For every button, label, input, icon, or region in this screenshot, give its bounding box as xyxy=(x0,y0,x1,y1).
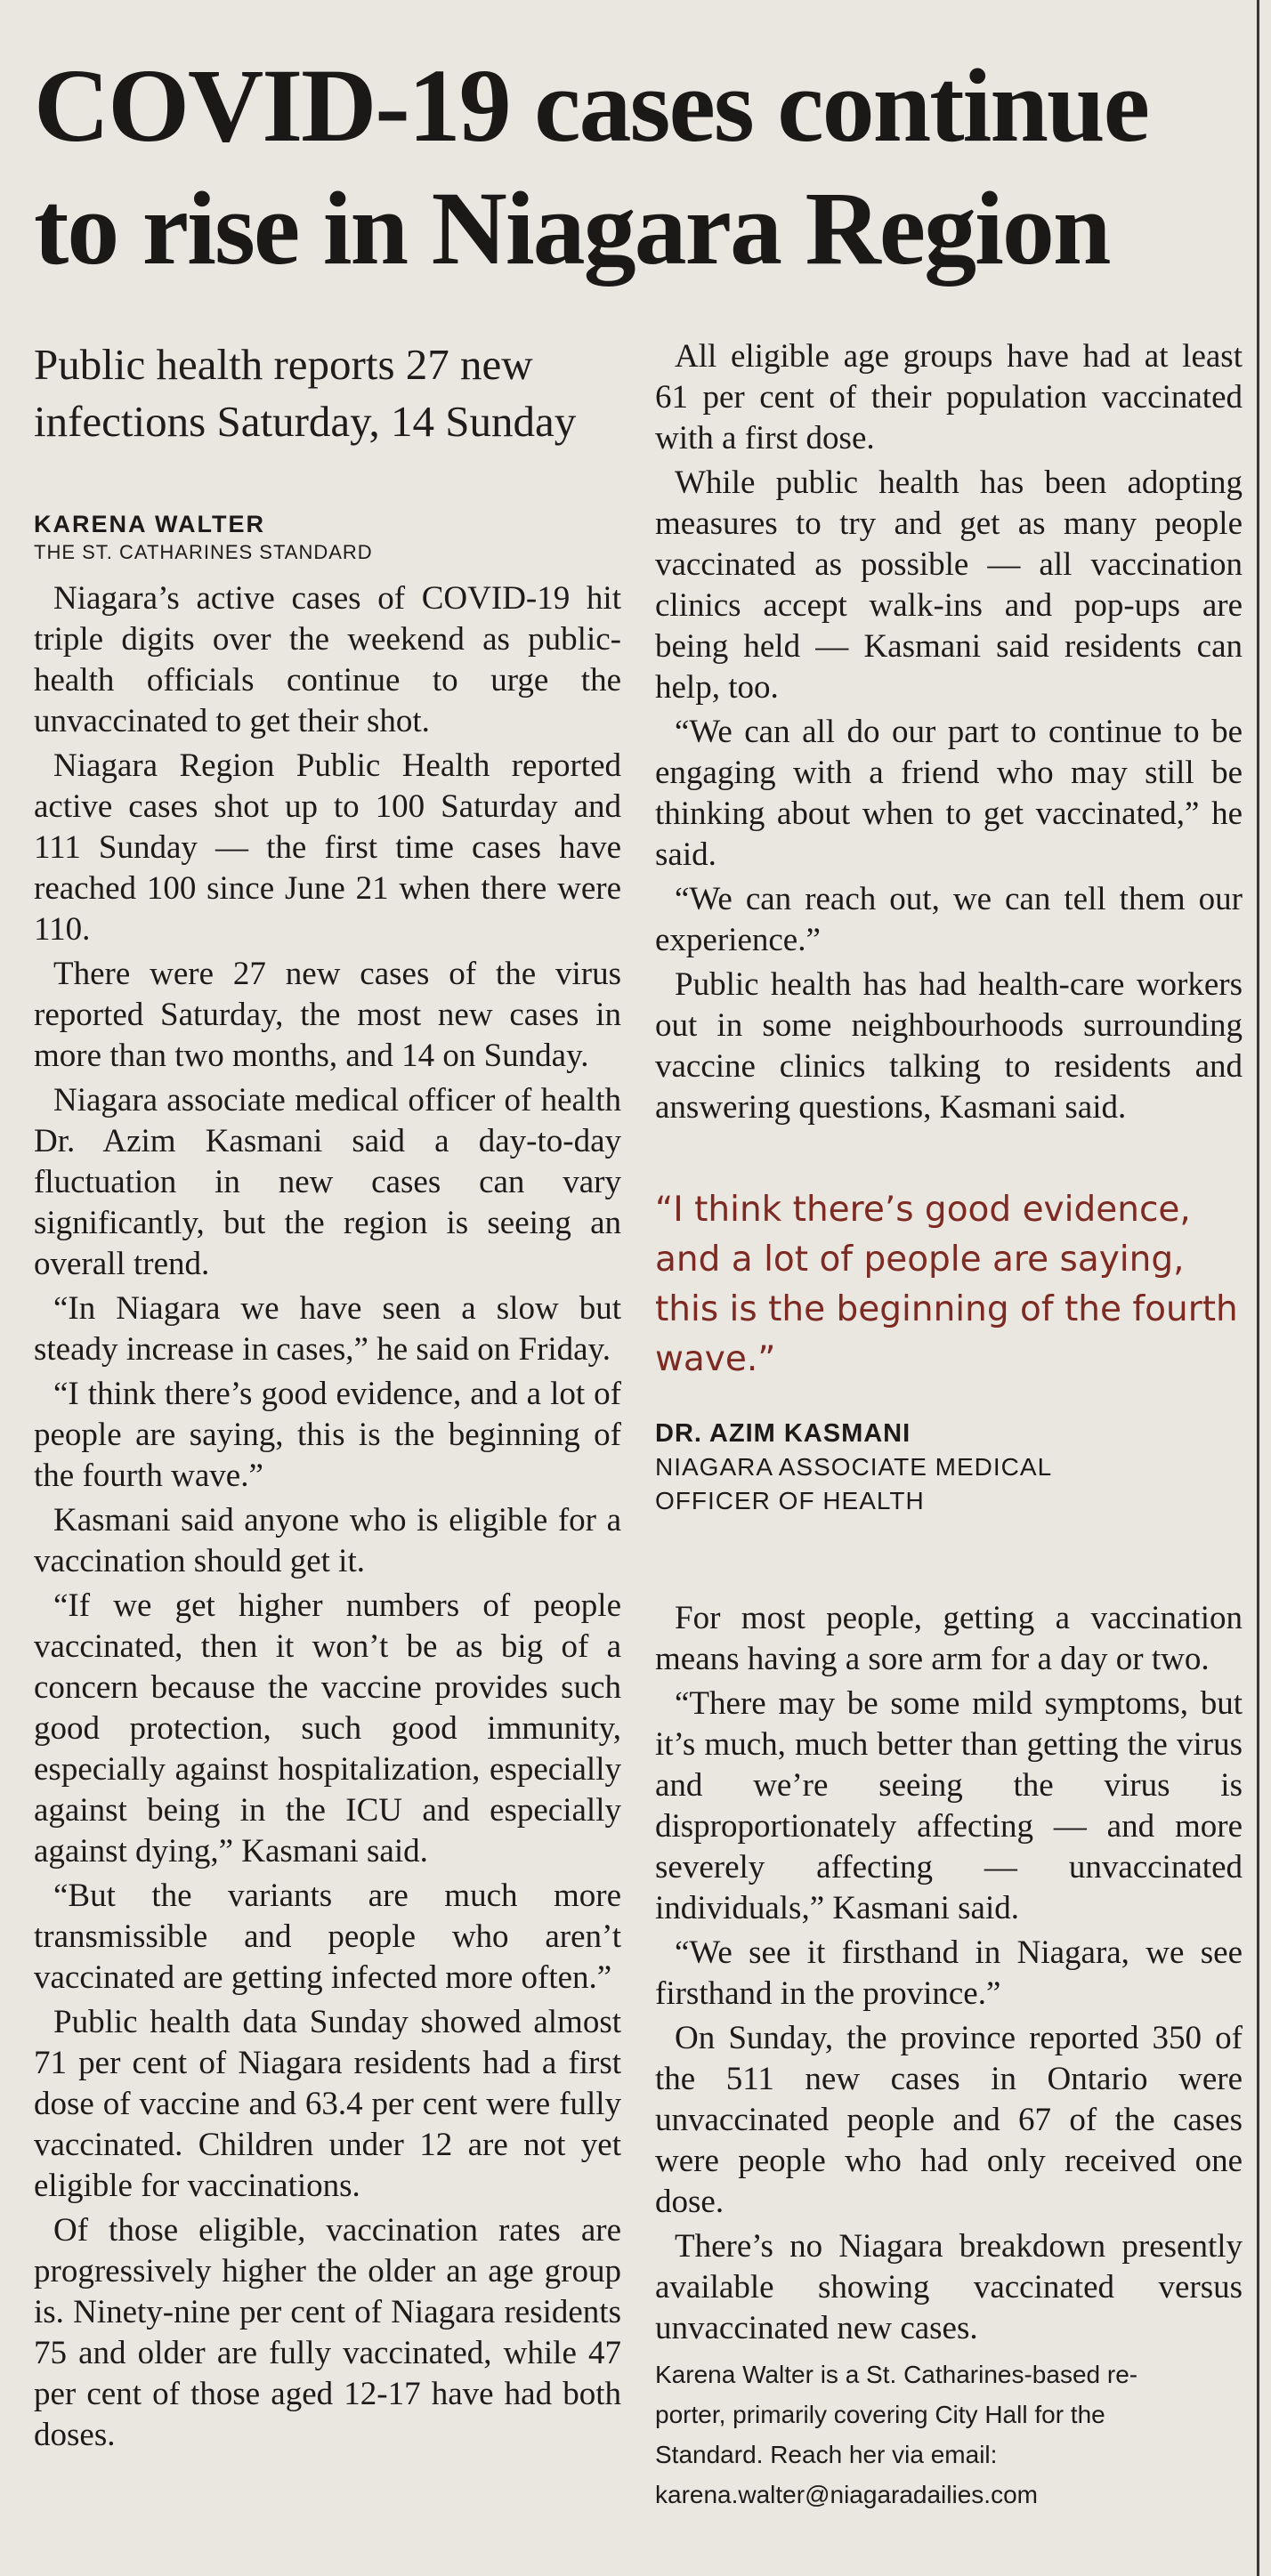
paragraph: “There may be some mild symptoms, but it’s much, much better than getting the virus and we’re seeing the virus is disproportionately affecting — and more severely affecting — unvaccinated individuals,” Kasmani said. xyxy=(655,1685,1243,1926)
column-rule xyxy=(1257,0,1259,2576)
paragraph: Niagara Region Public Health reported active cases shot up to 100 Saturday and 111 Sunday — the first time cases have reached 100 since June 21 when there were 110. xyxy=(34,747,621,948)
deck: Public health reports 27 new infections Saturday, 14 Sunday xyxy=(34,340,577,446)
paragraph: “We can reach out, we can tell them our experience.” xyxy=(655,881,1243,958)
paragraph: There’s no Niagara breakdown presently available showing vaccinated versus unvaccinated new cases. xyxy=(655,2228,1243,2346)
author-email: karena.walter@niagaradailies.com xyxy=(655,2481,1038,2508)
paragraph: “I think there’s good evidence, and a lot of people are saying, this is the beginning of the fourth wave.” xyxy=(34,1376,621,1494)
pull-quote-text: “I think there’s good evidence, and a lot of people are saying, this is the beginning of the fourth wave.” xyxy=(655,1190,1238,1379)
bio-line: Karena Walter is a St. Catharines-based re- xyxy=(655,2361,1138,2388)
pull-quote xyxy=(655,1185,1243,1518)
author-bio xyxy=(655,2354,1243,2515)
byline-publication: THE ST. CATHARINES STANDARD xyxy=(34,541,373,563)
bio-line: Standard. Reach her via email: xyxy=(655,2441,998,2468)
byline-author: KARENA WALTER xyxy=(34,511,265,537)
paragraph: While public health has been adopting measures to try and get as many people vaccinated as possible — all vaccination clinics accept walk-ins and pop-ups are being held — Kasmani said residents can help, too. xyxy=(655,464,1243,706)
pull-quote-title: NIAGARA ASSOCIATE MEDICAL xyxy=(655,1453,1053,1481)
paragraph: Public health has had health-care workers out in some neighbourhoods surrounding vaccine clinics talking to residents and answering questions, Kasmani said. xyxy=(655,966,1243,1126)
paragraph: Of those eligible, vaccination rates are progressively higher the older an age group is. Ninety-nine per cent of Niagara residents 75 and older are fully vaccinated, while 47 per cent of those aged 12-17 have had both doses. xyxy=(34,2212,621,2453)
paragraph: Kasmani said anyone who is eligible for a vaccination should get it. xyxy=(34,1502,621,1579)
paragraph: Niagara’s active cases of COVID-19 hit triple digits over the weekend as public-health officials continue to urge the unvaccinated to get their shot. xyxy=(34,580,621,739)
left-column xyxy=(34,336,621,2459)
paragraph: There were 27 new cases of the virus reported Saturday, the most new cases in more than two months, and 14 on Sunday. xyxy=(34,956,621,1074)
paragraph: All eligible age groups have had at least 61 per cent of their population vaccinated with a first dose. xyxy=(655,338,1243,456)
paragraph: Niagara associate medical officer of health Dr. Azim Kasmani said a day-to-day fluctuation in new cases can vary significantly, but the region is seeing an overall trend. xyxy=(34,1082,621,1282)
paragraph: “But the variants are much more transmissible and people who aren’t vaccinated are getting infected more often.” xyxy=(34,1877,621,1996)
pull-quote-title: OFFICER OF HEALTH xyxy=(655,1487,925,1514)
bio-line: porter, primarily covering City Hall for the xyxy=(655,2401,1105,2428)
paragraph: “If we get higher numbers of people vaccinated, then it won’t be as big of a concern because the vaccine provides such good protection, such good immunity, especially against hospitalization, especially against being in the ICU and especially against dying,” Kasmani said. xyxy=(34,1587,621,1869)
paragraph: “We see it firsthand in Niagara, we see firsthand in the province.” xyxy=(655,1934,1243,2012)
paragraph: Public health data Sunday showed almost 71 per cent of Niagara residents had a first dose of vaccine and 63.4 per cent were fully vaccinated. Children under 12 are not yet eligible for vaccinations. xyxy=(34,2004,621,2204)
headline: COVID-19 cases continue to rise in Niagara Region xyxy=(34,47,1148,287)
pull-quote-name: DR. AZIM KASMANI xyxy=(655,1419,911,1448)
paragraph: “We can all do our part to continue to be engaging with a friend who may still be thinking about when to get vaccinated,” he said. xyxy=(655,714,1243,873)
right-column xyxy=(655,336,1243,2515)
paragraph: “In Niagara we have seen a slow but steady increase in cases,” he said on Friday. xyxy=(34,1290,621,1368)
paragraph: On Sunday, the province reported 350 of the 511 new cases in Ontario were unvaccinated people and 67 of the cases were people who had only received one dose. xyxy=(655,2020,1243,2220)
paragraph: For most people, getting a vaccination means having a sore arm for a day or two. xyxy=(655,1600,1243,1677)
